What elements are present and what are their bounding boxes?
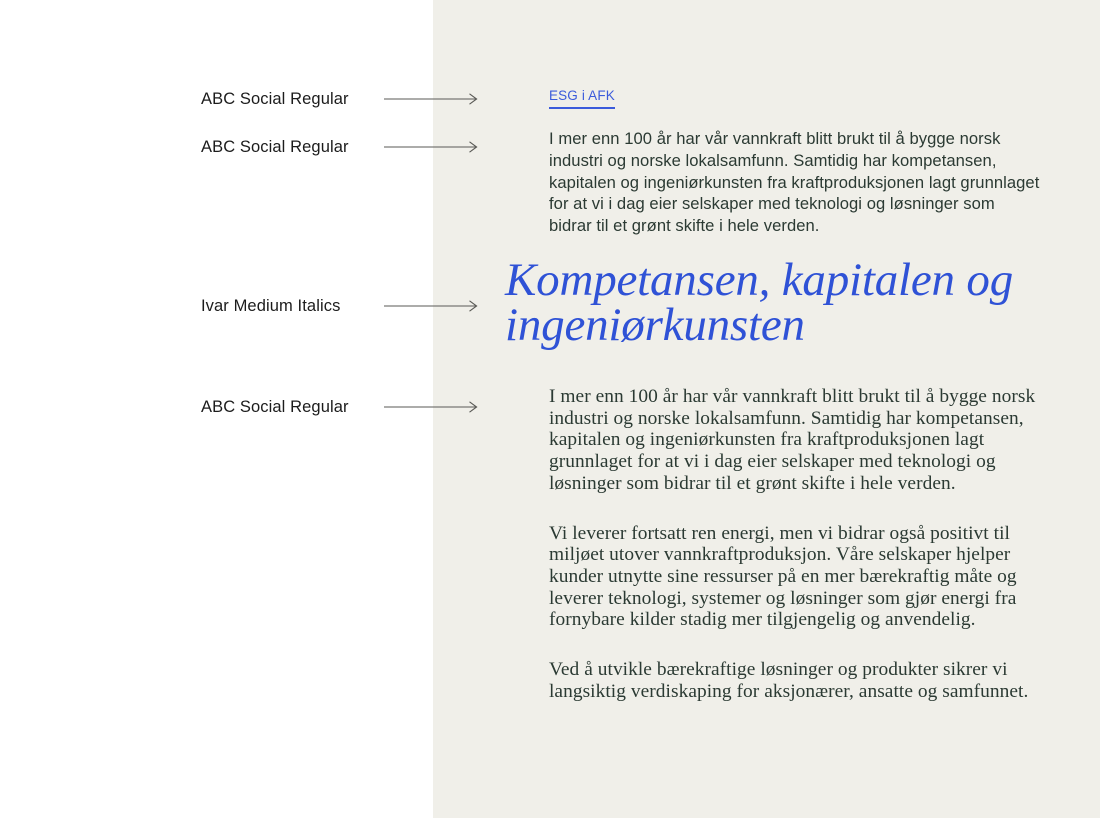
intro-paragraph: I mer enn 100 år har vår vannkraft blitt brukt til å bygge norsk industri og norske lokalsamfunn. Samtidig har kompetansen, kapitalen og ingeniørkunsten fra kraftproduksjonen lagt grunnlaget for at vi i dag eier selskaper med teknologi og løsninger som bidrar til et grønt skifte i hele verden. [549, 129, 1040, 236]
annotation-row [0, 396, 500, 418]
body-paragraph: Vi leverer fortsatt ren energi, men vi bidrar også positivt til miljøet utover vannkraftproduksjon. Våre selskaper hjelper kunder utnytte sine ressurser på en mer bærekraftig måte og leverer teknologi, systemer og løsninger som gjør energi fra fornybare kilder stadig mer tilgjengelig og anvendelig. [549, 522, 1017, 631]
page-title: Kompetansen, kapitalen og ingeniørkunsten [505, 254, 1014, 351]
annotation-column [0, 0, 433, 818]
annotation-row [0, 136, 500, 158]
annotation-label-intro-font: ABC Social Regular [201, 138, 349, 156]
annotation-label-body-font: ABC Social Regular [201, 398, 349, 416]
arrow-right-icon [384, 88, 484, 110]
eyebrow-link[interactable]: ESG i AFK [549, 87, 615, 109]
body-paragraph: I mer enn 100 år har vår vannkraft blitt brukt til å bygge norsk industri og norske lokalsamfunn. Samtidig har kompetansen, kapitalen og ingeniørkunsten fra kraftproduksjonen lagt grunnlaget for at vi i dag eier selskaper med teknologi og løsninger som bidrar til et grønt skifte i hele verden. [549, 386, 1036, 494]
arrow-right-icon [384, 295, 484, 317]
arrow-right-icon [384, 136, 484, 158]
arrow-right-icon [384, 396, 484, 418]
annotation-row [0, 295, 500, 317]
annotation-label-eyebrow-font: ABC Social Regular [201, 90, 349, 108]
annotation-row [0, 88, 500, 110]
body-copy [549, 386, 1045, 702]
body-paragraph: Ved å utvikle bærekraftige løsninger og produkter sikrer vi langsiktig verdiskaping for aksjonærer, ansatte og samfunnet. [549, 659, 1029, 702]
annotation-label-heading-font: Ivar Medium Italics [201, 297, 341, 315]
